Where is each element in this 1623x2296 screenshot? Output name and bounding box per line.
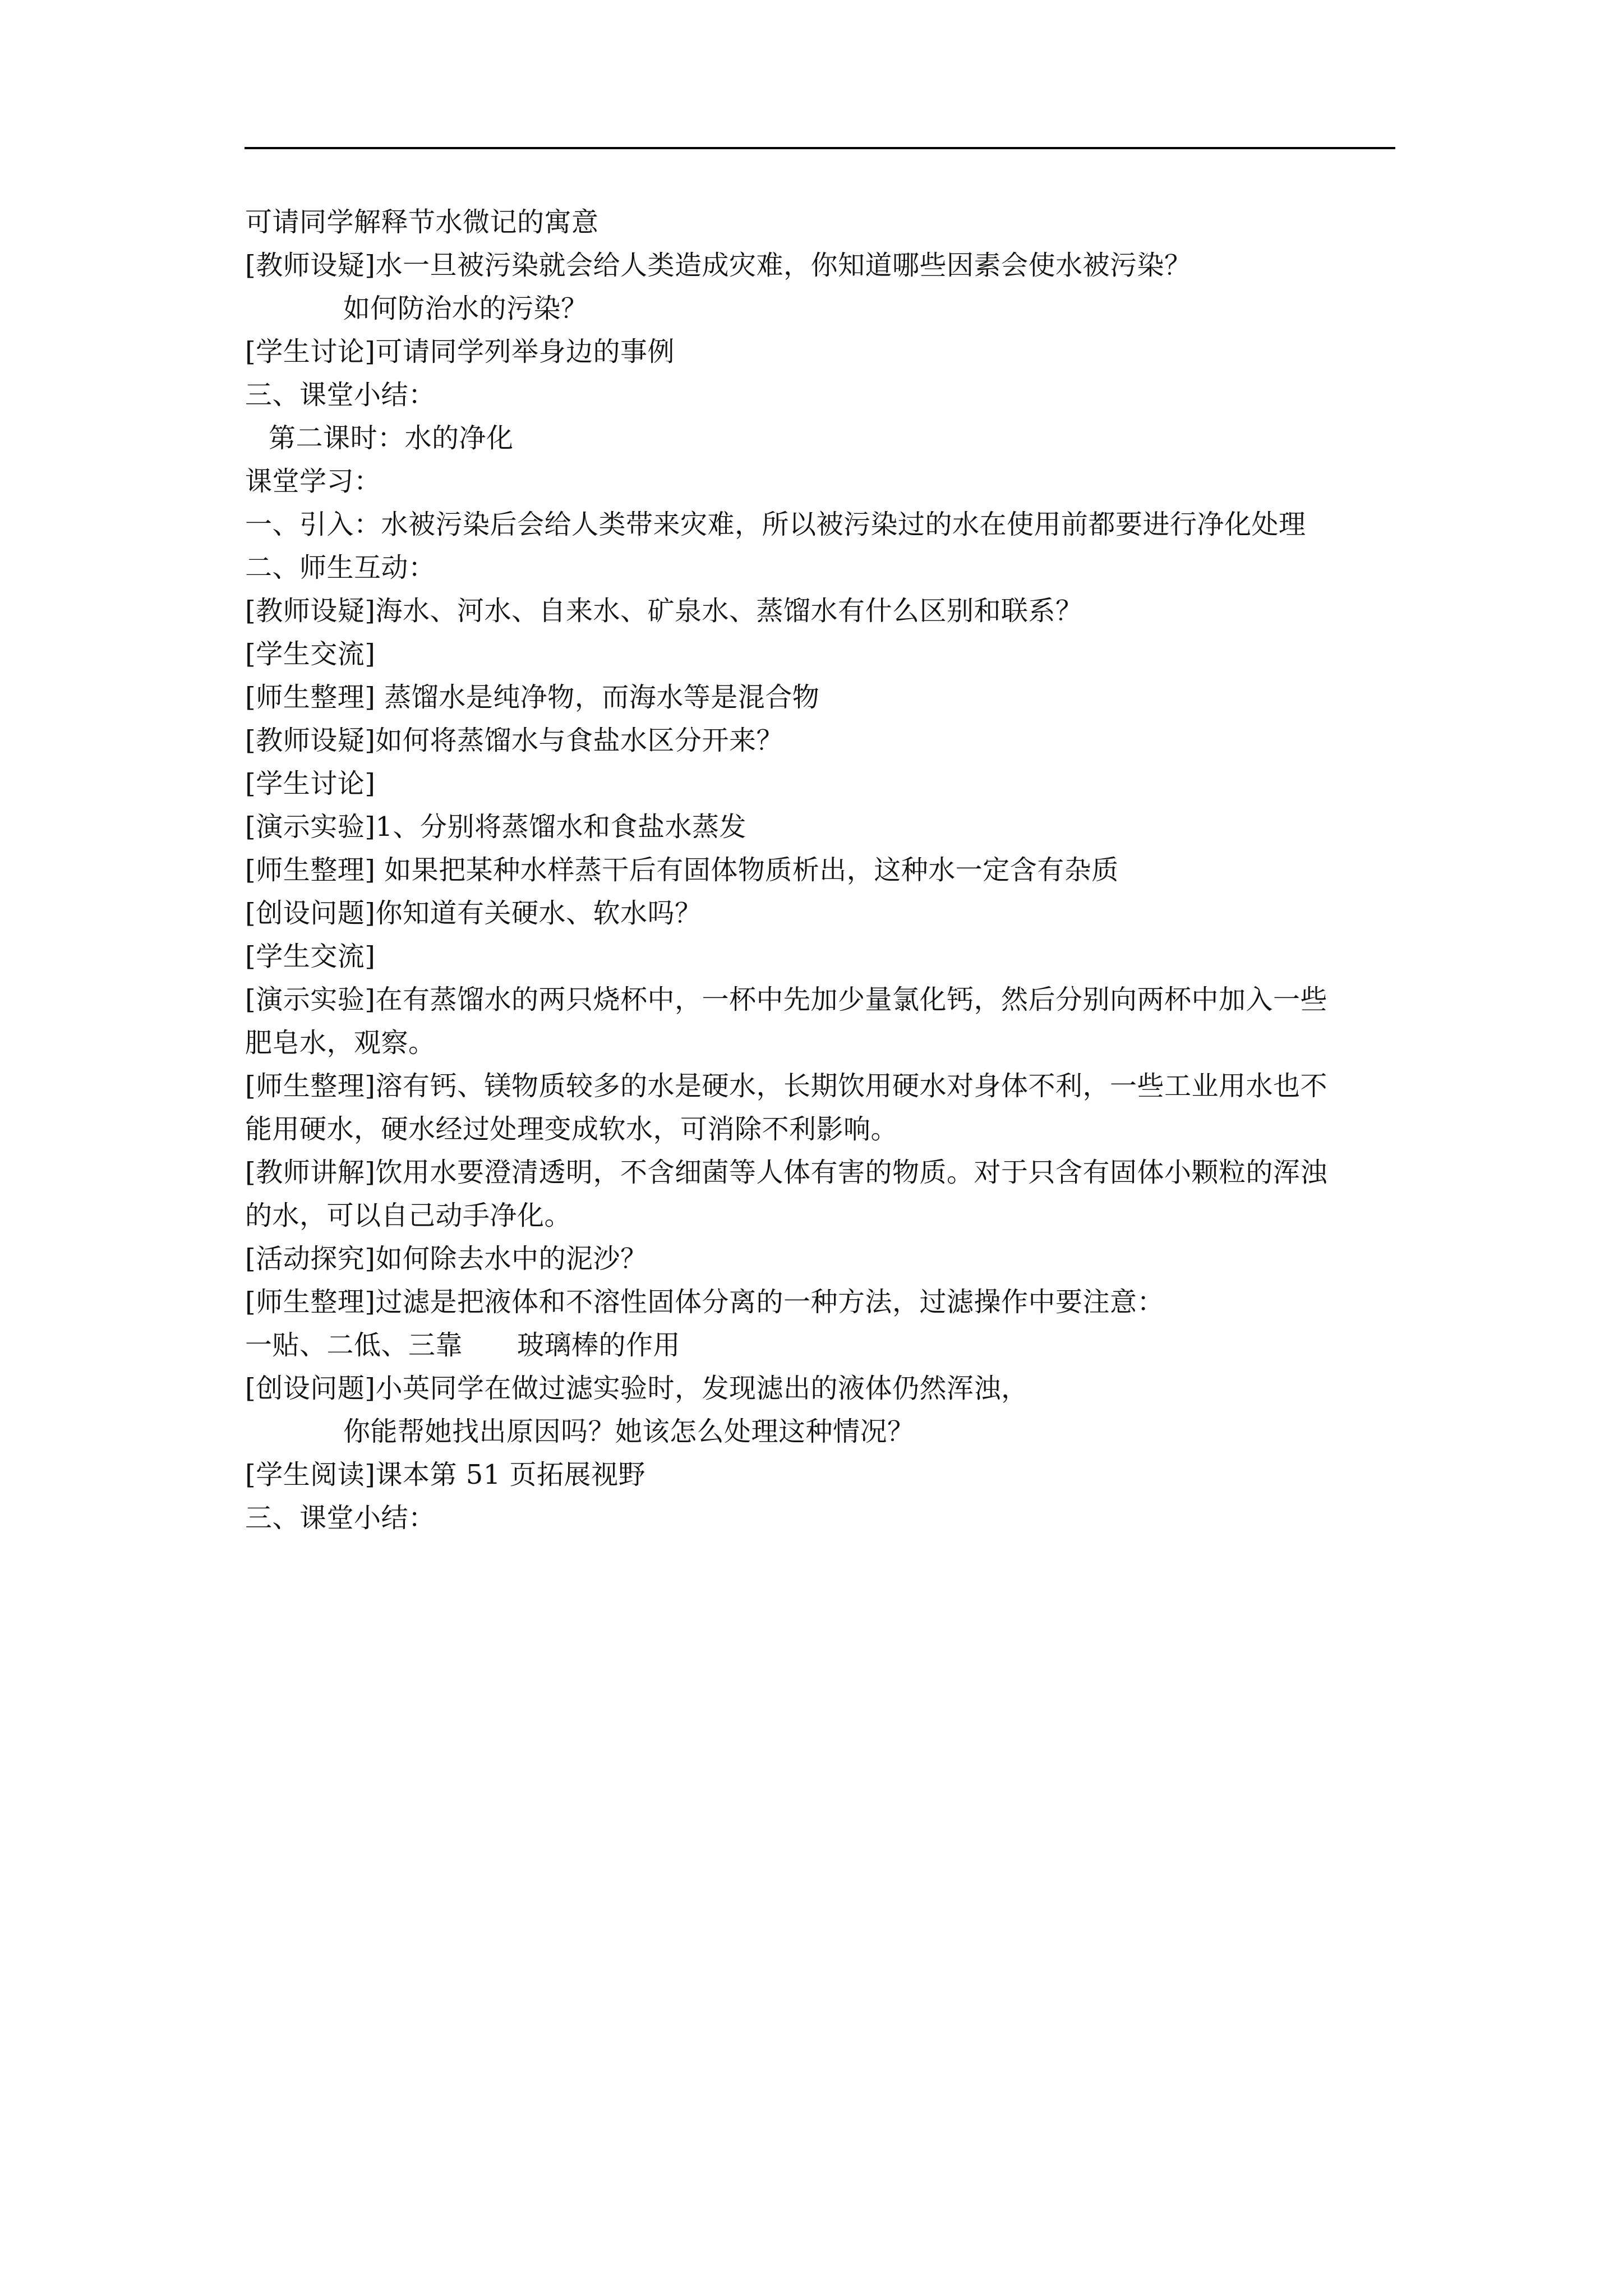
lesson-heading: 第二课时：水的净化 — [269, 422, 514, 454]
text-line: 的水，可以自己动手净化。 — [245, 1200, 572, 1231]
text-line: [活动探究]如何除去水中的泥沙？ — [245, 1243, 648, 1274]
text-line: 能用硬水，硬水经过处理变成软水，可消除不利影响。 — [245, 1114, 898, 1145]
text-line: [演示实验]在有蒸馏水的两只烧杯中，一杯中先加少量氯化钙，然后分别向两杯中加入一些 — [245, 984, 1327, 1015]
text-line: [学生讨论] — [245, 768, 376, 799]
text-line: 你能帮她找出原因吗？她该怎么处理这种情况？ — [343, 1416, 915, 1447]
section-heading: 三、课堂小结： — [245, 1502, 436, 1534]
text-line: [教师讲解]饮用水要澄清透明，不含细菌等人体有害的物质。对于只含有固体小颗粒的浑浊 — [245, 1157, 1327, 1188]
text-line: [学生讨论]可请同学列举身边的事例 — [245, 336, 675, 367]
section-heading: 课堂学习： — [245, 466, 381, 497]
header-rule — [245, 147, 1395, 149]
text-line: [学生交流] — [245, 941, 376, 972]
text-line: [创设问题]小英同学在做过滤实验时，发现滤出的液体仍然浑浊， — [245, 1373, 1029, 1404]
text-line: [教师设疑]水一旦被污染就会给人类造成灾难，你知道哪些因素会使水被污染？ — [245, 250, 1192, 281]
text-line: [教师设疑]海水、河水、自来水、矿泉水、蒸馏水有什么区别和联系？ — [245, 595, 1083, 627]
text-line: [师生整理]溶有钙、镁物质较多的水是硬水，长期饮用硬水对身体不利，一些工业用水也不 — [245, 1070, 1327, 1102]
text-line: 一贴、二低、三靠 玻璃棒的作用 — [245, 1329, 681, 1361]
text-line: 可请同学解释节水微记的寓意 — [245, 206, 599, 238]
text-line: [创设问题]你知道有关硬水、软水吗？ — [245, 898, 702, 929]
text-line: [师生整理] 蒸馏水是纯净物，而海水等是混合物 — [245, 682, 820, 713]
text-line: 一、引入：水被污染后会给人类带来灾难，所以被污染过的水在使用前都要进行净化处理 — [245, 509, 1306, 540]
text-line: [演示实验]1、分别将蒸馏水和食盐水蒸发 — [245, 811, 746, 843]
text-line: [教师设疑]如何将蒸馏水与食盐水区分开来？ — [245, 725, 783, 756]
text-line: 肥皂水，观察。 — [245, 1027, 436, 1059]
text-line: [师生整理]过滤是把液体和不溶性固体分离的一种方法，过滤操作中要注意： — [245, 1286, 1164, 1318]
section-heading: 二、师生互动： — [245, 552, 436, 583]
document-body — [245, 201, 1400, 1540]
text-line: 如何防治水的污染？ — [343, 293, 588, 324]
text-line: [师生整理] 如果把某种水样蒸干后有固体物质析出，这种水一定含有杂质 — [245, 854, 1119, 886]
section-heading: 三、课堂小结： — [245, 379, 436, 411]
text-line: [学生阅读]课本第 51 页拓展视野 — [245, 1459, 646, 1490]
text-line: [学生交流] — [245, 638, 376, 670]
